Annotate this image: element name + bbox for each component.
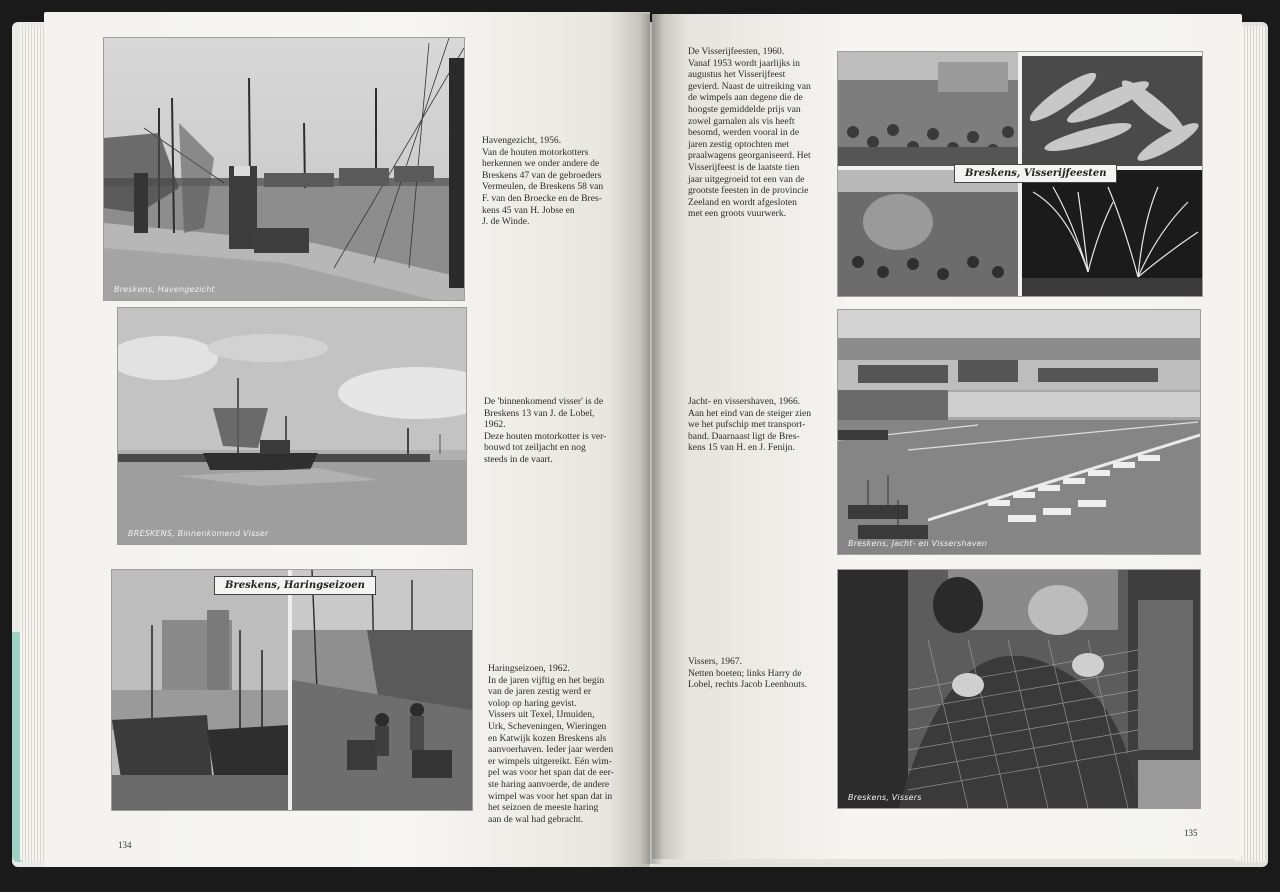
photo-banner: Breskens, Visserijfeesten [954,164,1117,183]
photo-jacht-en-vissershaven [838,310,1200,554]
caption-haringseizoen: Haringseizoen, 1962. In de jaren vijftig en het begin van de jaren zestig werd er volop op haring gevist. Vissers uit Texel, IJmuiden, Urk, Scheveningen, Wieringen en Katwijk kozen Breskens als aanvoerhaven. Ieder jaar werden er wimpels uitgereikt. Eén wim- pel was voor het span dat de eer- ste haring aanvoerde, de andere wimpel was voor het span dat in het seizoen de meeste haring aan de wal had gebracht. [488,663,614,825]
photo-caption: Breskens, Jacht- en Vissershaven [848,539,988,548]
herring-season-image [112,570,472,810]
page-number-right: 135 [1184,828,1198,838]
aerial-harbour-image [838,310,1200,554]
photo-vissers [838,570,1200,808]
caption-visserijfeesten: De Visserijfeesten, 1960. Vanaf 1953 wordt jaarlijks in augustus het Visserijfeest gevierd. Naast de uitreiking van de wimpels aan degene die de hoogste gemiddelde prijs van zowel garnalen als vis heeft besomd, werden vooral in de jaren zestig optochten met praalwagens georganiseerd. Het Visserijfeest is de laatste tien jaar uitgegroeid tot een van de grootste feesten in de provincie Zeeland en wordt afgesloten met een groots vuurwerk. [688,46,811,220]
photo-havengezicht [104,38,464,300]
caption-havengezicht: Havengezicht, 1956. Van de houten motorkotters herkennen we onder andere de Breskens 47 van de gebroeders Vermeulen, de Breskens 58 van F. van den Broecke en de Bres- kens 45 van H. Jobse en J. de Winde. [482,135,604,228]
photo-binnenkomend-visser [118,308,466,544]
photo-caption: Breskens, Havengezicht [114,285,215,294]
photo-haringseizoen [112,570,472,810]
photo-banner: Breskens, Haringseizoen [214,576,376,595]
photo-visserijfeesten [838,52,1202,296]
fishermen-image [838,570,1200,808]
caption-binnenkomend-visser: De 'binnenkomend visser' is de Breskens 13 van J. de Lobel, 1962. Deze houten motorkotter is ver- bouwd tot zeiljacht en nog steeds in de vaart. [484,396,607,465]
caption-vissers: Vissers, 1967. Netten boeten; links Harry de Lobel, rechts Jacob Leenhouts. [688,656,808,691]
book-gutter-shadow [640,14,664,864]
incoming-boat-image [118,308,466,544]
page-number-left: 134 [118,840,132,850]
caption-jacht-en-vissershaven: Jacht- en vissershaven, 1966. Aan het eind van de steiger zien we het pufschip met transport- band. Daarnaast ligt de Bres- kens 15 van H. en J. Fenijn. [688,396,812,454]
photo-caption: BRESKENS, Binnenkomend Visser [128,529,269,538]
harbour-view-image [104,38,464,300]
photo-caption: Breskens, Vissers [848,793,922,802]
